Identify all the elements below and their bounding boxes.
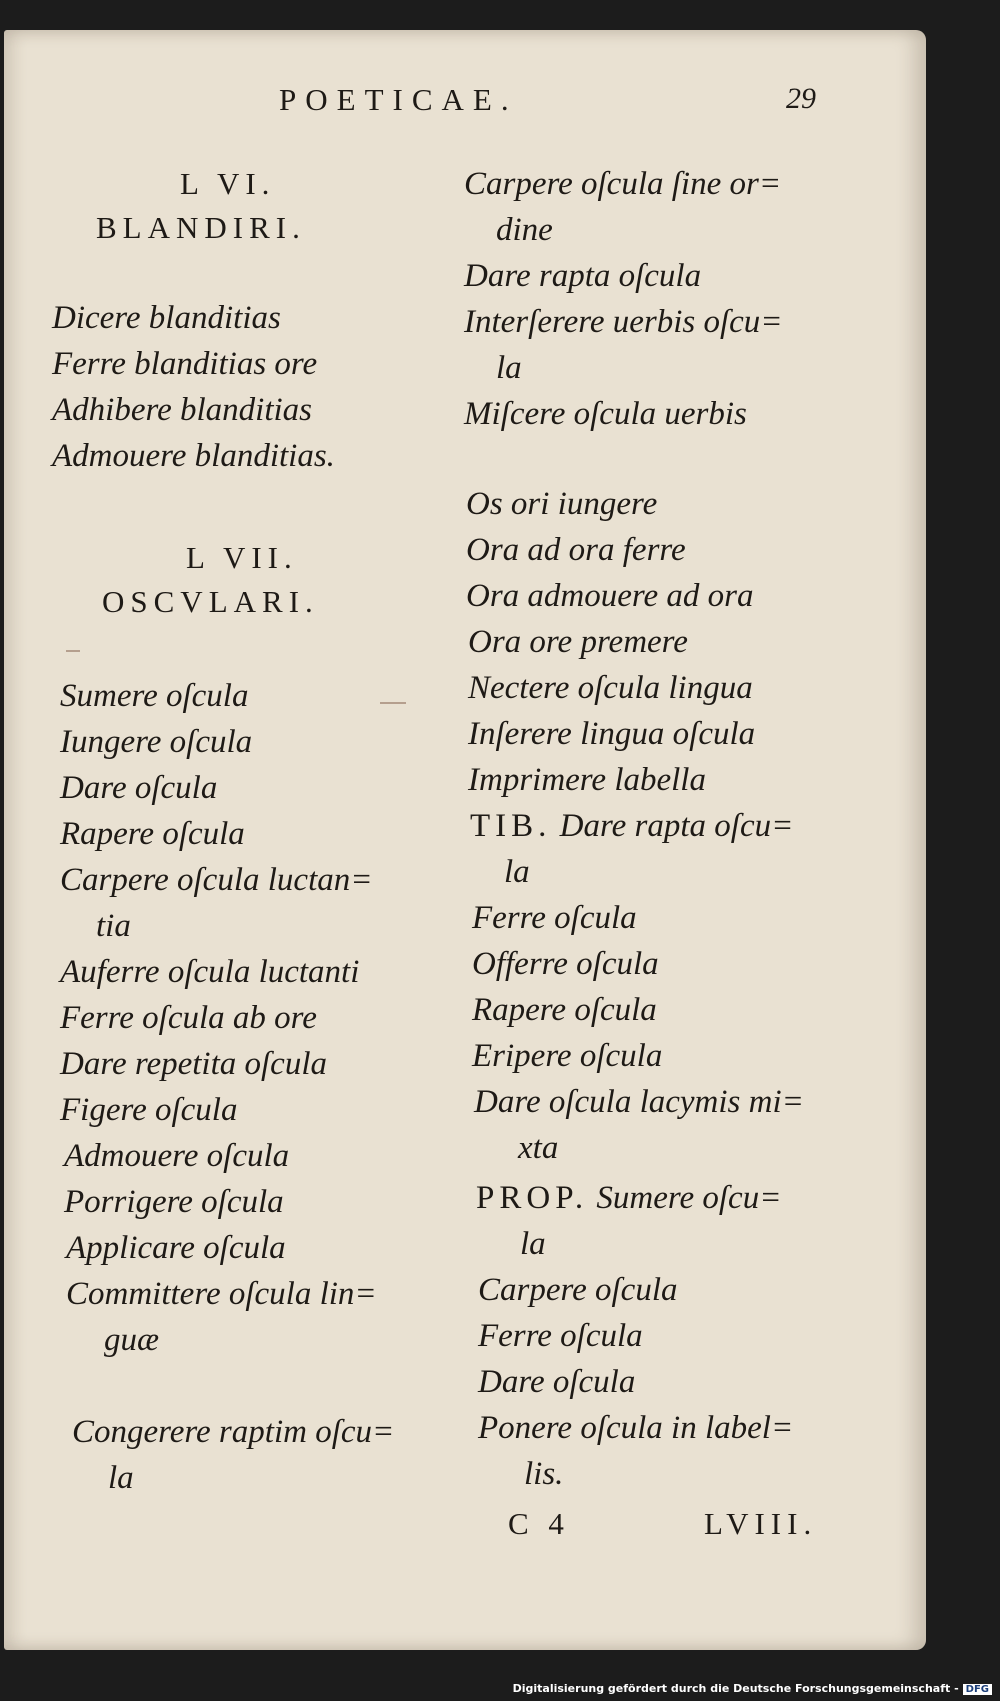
section-title-blandiri: BLANDIRI. bbox=[96, 210, 306, 245]
ink-dash bbox=[66, 650, 80, 652]
right-line: Interſerere uerbis oſcu= bbox=[464, 304, 783, 340]
right-line: Inſerere lingua oſcula bbox=[468, 716, 756, 752]
left-line-continuation: guæ bbox=[104, 1322, 160, 1358]
left-line: Rapere oſcula bbox=[60, 816, 245, 852]
left-line: Iungere oſcula bbox=[60, 724, 253, 760]
right-line: Offerre oſcula bbox=[472, 946, 659, 982]
left-line: Figere oſcula bbox=[60, 1092, 238, 1128]
right-line-text: Dare rapta oſcu= bbox=[559, 808, 794, 844]
right-line: Rapere oſcula bbox=[472, 992, 657, 1028]
section-number-57: L VII. bbox=[186, 540, 298, 575]
running-title: POETICAE. bbox=[279, 82, 518, 117]
right-line-continuation: la bbox=[496, 350, 522, 386]
catchword: LVIII. bbox=[704, 1506, 818, 1541]
section-number-56: L VI. bbox=[180, 166, 276, 201]
right-line: Ora ore premere bbox=[468, 624, 688, 660]
left-line: Auferre oſcula luctanti bbox=[60, 954, 360, 990]
left-line: Congerere raptim oſcu= bbox=[72, 1414, 395, 1450]
page-number: 29 bbox=[786, 82, 816, 115]
left-line: Committere oſcula lin= bbox=[66, 1276, 377, 1312]
right-line-tibullus bbox=[470, 808, 793, 845]
right-line: Dare rapta oſcula bbox=[464, 258, 702, 294]
left-line: Dare oſcula bbox=[60, 770, 218, 806]
right-line-propertius bbox=[476, 1180, 781, 1217]
right-line: Ora admouere ad ora bbox=[466, 578, 754, 614]
right-line: Nectere oſcula lingua bbox=[468, 670, 753, 706]
ink-stain bbox=[380, 702, 406, 704]
left-line: Admouere blanditias. bbox=[52, 438, 335, 474]
signature-mark: C 4 bbox=[508, 1506, 570, 1541]
left-line: Dicere blanditias bbox=[52, 300, 281, 336]
right-line: Miſcere oſcula uerbis bbox=[464, 396, 747, 432]
right-line: Eripere oſcula bbox=[472, 1038, 663, 1074]
right-line: Carpere oſcula bbox=[478, 1272, 678, 1308]
right-line-continuation: lis. bbox=[524, 1456, 564, 1492]
author-abbrev-prop: PROP. bbox=[476, 1180, 589, 1216]
right-line: Imprimere labella bbox=[468, 762, 706, 798]
dfg-logo: DFG bbox=[963, 1684, 992, 1695]
left-line: Ferre oſcula ab ore bbox=[60, 1000, 317, 1036]
right-line: Ferre oſcula bbox=[472, 900, 637, 936]
digitization-credit bbox=[0, 1682, 1000, 1695]
left-line: Adhibere blanditias bbox=[52, 392, 313, 428]
left-line: Applicare oſcula bbox=[66, 1230, 286, 1266]
section-title-osculari: OSCVLARI. bbox=[102, 584, 319, 619]
right-line: Os ori iungere bbox=[466, 486, 658, 522]
right-line: Carpere oſcula ſine or= bbox=[464, 166, 782, 202]
right-line-continuation: la bbox=[504, 854, 530, 890]
right-line-continuation: la bbox=[520, 1226, 546, 1262]
right-line: Dare oſcula lacymis mi= bbox=[474, 1084, 804, 1120]
left-line-continuation: tia bbox=[96, 908, 131, 944]
right-line: Dare oſcula bbox=[478, 1364, 636, 1400]
left-line-continuation: la bbox=[108, 1460, 134, 1496]
left-line: Carpere oſcula luctan= bbox=[60, 862, 373, 898]
right-line-continuation: xta bbox=[518, 1130, 559, 1166]
right-line-text: Sumere oſcu= bbox=[596, 1180, 782, 1216]
right-line-continuation: dine bbox=[496, 212, 553, 248]
author-abbrev-tib: TIB. bbox=[470, 808, 552, 844]
right-line: Ponere oſcula in label= bbox=[478, 1410, 794, 1446]
book-page bbox=[4, 30, 926, 1650]
credit-text: Digitalisierung gefördert durch die Deutsche Forschungsgemeinschaft - bbox=[512, 1682, 959, 1695]
left-line: Dare repetita oſcula bbox=[60, 1046, 327, 1082]
right-line: Ora ad ora ferre bbox=[466, 532, 686, 568]
left-line: Admouere oſcula bbox=[64, 1138, 290, 1174]
left-line: Porrigere oſcula bbox=[64, 1184, 284, 1220]
left-line: Sumere oſcula bbox=[60, 678, 249, 714]
left-line: Ferre blanditias ore bbox=[52, 346, 318, 382]
right-line: Ferre oſcula bbox=[478, 1318, 643, 1354]
